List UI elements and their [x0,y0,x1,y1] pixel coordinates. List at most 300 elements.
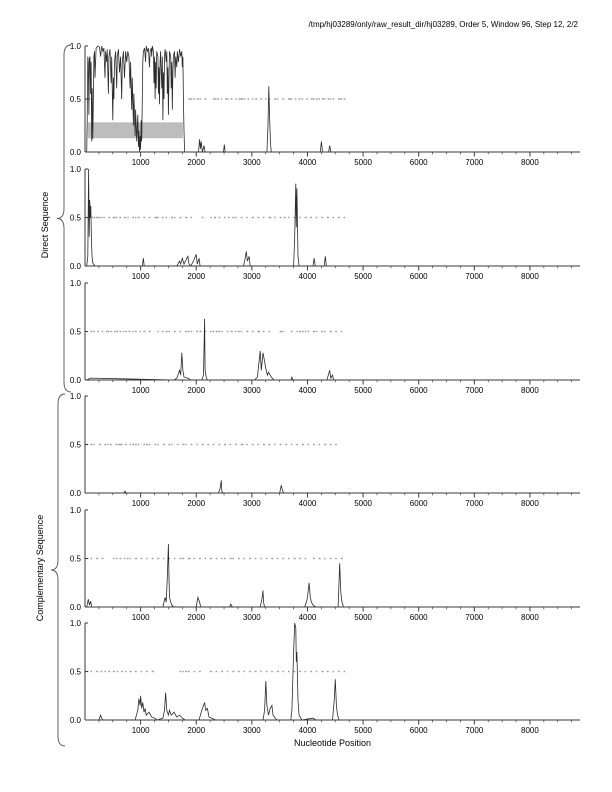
dash-mark [295,98,297,99]
dash-mark [288,98,291,99]
dash-mark [319,444,320,445]
dash-mark [174,331,176,332]
dash-mark [221,331,222,332]
dash-mark [127,217,128,218]
dash-mark [235,444,237,445]
dash-mark [166,217,167,218]
panel-complementary-1 [70,392,580,508]
dash-mark [324,331,325,332]
dash-mark [271,671,272,672]
x-tick-label: 8000 [521,499,539,508]
dash-mark [213,444,214,445]
dash-mark [299,558,301,559]
dash-mark [191,444,193,445]
dash-mark [157,331,158,332]
x-tick-label: 7000 [465,613,484,622]
dash-mark [108,217,110,218]
dash-mark [152,558,154,559]
dash-mark [244,558,245,559]
dash-mark [123,331,124,332]
x-tick-label: 3000 [242,386,261,395]
dash-mark [282,558,284,559]
dash-mark [155,217,158,218]
dash-mark [118,444,121,445]
dash-mark [191,217,192,218]
dash-mark [121,671,123,672]
dash-mark [149,217,150,218]
dash-mark [327,671,329,672]
dash-mark [106,331,109,332]
dash-mark [305,217,307,218]
dash-mark [284,217,286,218]
dash-mark [341,558,343,559]
x-tick-label: 8000 [521,272,539,281]
dash-mark [277,558,278,559]
dash-mark [113,558,114,559]
dash-mark [162,331,164,332]
dash-mark [216,331,218,332]
dash-mark [291,331,293,332]
dash-mark [313,444,315,445]
dash-mark [138,217,140,218]
dash-mark [246,444,247,445]
dash-mark [296,444,298,445]
dash-mark [299,98,301,99]
dash-mark [241,444,244,445]
dash-mark [146,444,148,445]
dash-mark [319,558,321,559]
dash-mark [96,671,98,672]
x-tick-label: 7000 [465,272,484,281]
dash-mark [266,558,268,559]
dash-mark [193,558,194,559]
dash-mark [221,558,222,559]
dash-mark [330,444,332,445]
dash-mark [305,558,306,559]
dash-mark [227,98,228,99]
dash-mark [235,331,236,332]
dash-mark [274,98,276,99]
dash-mark [296,331,297,332]
dash-mark [327,98,329,99]
dash-mark [228,217,230,218]
dash-mark [232,671,234,672]
dash-mark [102,331,103,332]
dash-mark [313,558,315,559]
dash-mark [344,671,345,672]
dash-mark [180,217,182,218]
dash-mark [125,671,126,672]
dash-mark [260,558,261,559]
dash-mark [333,217,334,218]
dash-mark [146,671,148,672]
dash-mark [316,217,317,218]
dash-mark [310,671,312,672]
dash-mark [302,444,304,445]
y-tick-label: 0.5 [69,213,81,223]
dash-mark [230,558,232,559]
dash-mark [113,217,116,218]
dash-mark [196,444,197,445]
dash-mark [91,558,92,559]
x-tick-label: 8000 [521,158,539,167]
match-dashes [87,558,343,559]
x-tick-label: 2000 [187,386,206,395]
dash-mark [335,331,337,332]
x-tick-label: 5000 [354,272,372,281]
dash-mark [330,98,331,99]
x-tick-label: 4000 [298,386,317,395]
dash-mark [182,444,184,445]
dash-mark [327,217,329,218]
dash-mark [199,671,201,672]
x-tick-label: 5000 [354,499,372,508]
y-tick-label: 0.5 [69,327,81,337]
dash-mark [282,98,284,99]
dash-mark [235,98,236,99]
dash-mark [143,444,145,445]
dash-mark [107,444,108,445]
dash-mark [200,331,202,332]
dash-mark [241,98,244,99]
dash-mark [193,98,194,99]
dash-mark [166,331,168,332]
dash-mark [269,444,271,445]
dash-mark [110,331,112,332]
dash-mark [93,444,94,445]
x-tick-label: 8000 [521,386,539,395]
dash-mark [299,331,301,332]
dash-mark [116,444,118,445]
dash-mark [341,98,342,99]
dash-mark [132,331,133,332]
dash-mark [180,671,182,672]
x-tick-label: 3000 [242,158,261,167]
dash-mark [316,331,317,332]
dash-mark [294,671,296,672]
dash-mark [124,558,125,559]
dash-mark [101,217,103,218]
dash-mark [135,217,136,218]
match-dashes [87,217,345,218]
dash-mark [157,444,158,445]
y-tick-label: 0.0 [69,148,81,157]
x-tick-label: 4000 [298,726,317,735]
match-dashes [87,444,337,445]
score-curve [87,319,580,380]
dash-mark [263,217,264,218]
match-dashes [91,331,343,332]
dash-mark [266,671,268,672]
dash-mark [238,671,240,672]
dash-mark [98,217,99,218]
x-tick-label: 7000 [465,158,484,167]
dash-mark [119,217,121,218]
dash-mark [143,217,145,218]
dash-mark [217,98,219,99]
dash-mark [138,444,139,445]
x-tick-label: 6000 [409,613,428,622]
dash-mark [330,331,332,332]
dash-mark [141,671,142,672]
dash-mark [188,671,190,672]
y-tick-label: 1.0 [69,279,81,288]
dash-mark [280,217,282,218]
x-tick-label: 7000 [465,726,484,735]
dash-mark [244,671,245,672]
dash-mark [305,671,306,672]
dash-mark [238,558,240,559]
dash-mark [288,671,289,672]
ylabel-complementary-sequence: Complementary Sequence [35,514,45,622]
x-tick-label: 3000 [242,499,261,508]
dash-mark [333,98,335,99]
x-tick-label: 5000 [354,726,372,735]
dash-mark [152,671,154,672]
dash-mark [216,671,217,672]
dash-mark [257,331,260,332]
dash-mark [114,331,115,332]
x-tick-label: 1000 [131,386,150,395]
dash-mark [252,331,254,332]
dash-mark [321,671,323,672]
match-dashes [87,98,346,99]
dash-mark [200,98,201,99]
dash-mark [319,98,320,99]
y-tick-label: 1.0 [69,165,81,174]
dash-mark [104,444,106,445]
dash-mark [132,217,134,218]
dash-mark [135,331,137,332]
dash-mark [210,671,212,672]
dash-mark [321,331,323,332]
dash-mark [239,98,241,99]
dash-mark [135,444,137,445]
dash-mark [116,331,118,332]
panel-direct-3 [70,279,580,395]
dash-mark [207,444,209,445]
dash-mark [260,98,262,99]
dash-mark [182,671,183,672]
dash-mark [249,671,251,672]
dash-mark [257,444,258,445]
dash-mark [249,558,251,559]
dash-mark [91,331,93,332]
dash-mark [221,98,222,99]
dash-mark [113,671,115,672]
x-tick-label: 6000 [409,386,428,395]
dash-mark [174,558,175,559]
x-tick-label: 6000 [409,499,428,508]
dash-mark [227,671,228,672]
score-curve [87,544,580,607]
brace-complementary-group [51,394,65,746]
dash-mark [97,331,99,332]
dash-mark [210,558,212,559]
dash-mark [324,558,325,559]
dash-mark [104,671,105,672]
dash-mark [162,217,164,218]
dash-mark [335,558,336,559]
dash-mark [196,331,198,332]
dash-mark [257,217,259,218]
dash-mark [255,98,257,99]
dash-mark [129,671,131,672]
dash-mark [252,217,254,218]
x-tick-label: 1000 [131,272,150,281]
dash-mark [177,444,179,445]
dash-mark [313,331,315,332]
dash-mark [302,331,304,332]
panel-direct-2 [70,165,580,281]
dash-mark [274,444,275,445]
x-tick-label: 8000 [521,613,539,622]
x-tick-label: 4000 [298,613,317,622]
x-tick-label: 6000 [409,158,428,167]
dash-mark [199,558,201,559]
dash-mark [282,331,283,332]
dash-mark [188,331,190,332]
dash-mark [224,444,226,445]
dash-mark [307,331,309,332]
dash-mark [338,671,340,672]
dash-mark [316,98,318,99]
dash-mark [163,444,165,445]
dash-mark [260,671,261,672]
dash-mark [91,444,93,445]
y-tick-label: 0.0 [69,603,81,612]
dash-mark [330,558,332,559]
dash-mark [171,217,173,218]
x-tick-label: 6000 [409,726,428,735]
dash-mark [235,217,236,218]
dash-mark [291,98,292,99]
dash-mark [288,217,289,218]
dash-mark [322,98,324,99]
ylabel-direct-sequence: Direct Sequence [40,191,50,259]
dash-mark [218,217,220,218]
dash-mark [96,217,98,218]
dash-mark [92,217,94,218]
y-tick-label: 0.0 [69,716,81,725]
dash-mark [132,444,134,445]
x-tick-label: 3000 [242,613,261,622]
dash-mark [269,331,271,332]
dash-mark [313,98,314,99]
y-tick-label: 1.0 [69,506,81,515]
dash-mark [135,558,137,559]
dash-mark [135,671,137,672]
dash-mark [141,558,143,559]
dash-mark [102,558,104,559]
dash-mark [103,217,104,218]
dash-mark [232,558,233,559]
dash-mark [174,217,175,218]
dash-mark [205,98,207,99]
dash-mark [202,444,204,445]
dash-mark [108,671,110,672]
dash-mark [96,558,98,559]
y-tick-label: 1.0 [69,392,81,401]
x-tick-label: 7000 [465,386,484,395]
x-tick-label: 5000 [354,613,372,622]
dash-mark [119,331,121,332]
figure-title: /tmp/hj03289/only/raw_result_dir/hj03289, Order 5, Window 96, Step 12, 2/2 [308,20,578,29]
dash-mark [180,331,181,332]
dash-mark [307,444,308,445]
dash-mark [311,98,313,99]
dash-mark [93,331,94,332]
panel-direct-1 [70,42,580,167]
dash-mark [344,217,345,218]
dash-mark [146,558,147,559]
dash-mark [168,331,169,332]
dash-mark [294,558,296,559]
x-tick-label: 1000 [131,613,150,622]
y-tick-label: 0.5 [69,667,81,677]
dash-mark [269,217,272,218]
dash-mark [299,671,301,672]
dash-mark [252,98,253,99]
y-tick-label: 0.5 [69,440,81,450]
dash-mark [344,98,346,99]
x-tick-label: 4000 [298,158,317,167]
x-tick-label: 1000 [131,158,150,167]
dash-mark [110,444,112,445]
dash-mark [224,558,226,559]
dash-mark [188,558,191,559]
x-tick-label: 5000 [354,386,372,395]
dash-mark [125,331,127,332]
dash-mark [168,444,170,445]
dash-mark [140,331,141,332]
dash-mark [224,217,225,218]
dash-mark [232,217,234,218]
dash-mark [341,331,342,332]
dash-mark [185,331,187,332]
dash-mark [280,444,282,445]
dash-mark [119,558,121,559]
dash-mark [163,558,164,559]
dash-mark [171,444,172,445]
dash-mark [214,217,216,218]
dash-mark [230,444,231,445]
dash-mark [99,444,101,445]
x-tick-label: 7000 [465,499,484,508]
dash-mark [149,444,150,445]
dash-mark [238,331,240,332]
dash-mark [282,671,284,672]
score-curve [87,480,580,493]
dash-mark [255,671,257,672]
y-tick-label: 0.5 [69,554,81,564]
dash-mark [221,671,223,672]
dash-mark [285,444,287,445]
dash-mark [124,217,126,218]
dash-mark [94,217,95,218]
dash-mark [324,98,325,99]
dash-mark [155,444,157,445]
x-tick-label: 5000 [354,158,372,167]
dash-mark [91,671,92,672]
x-tick-label: 2000 [187,613,206,622]
dash-mark [244,98,245,99]
x-tick-label: 2000 [187,726,206,735]
dash-mark [241,331,242,332]
dash-mark [306,98,308,99]
dash-mark [157,217,158,218]
dash-mark [310,217,312,218]
